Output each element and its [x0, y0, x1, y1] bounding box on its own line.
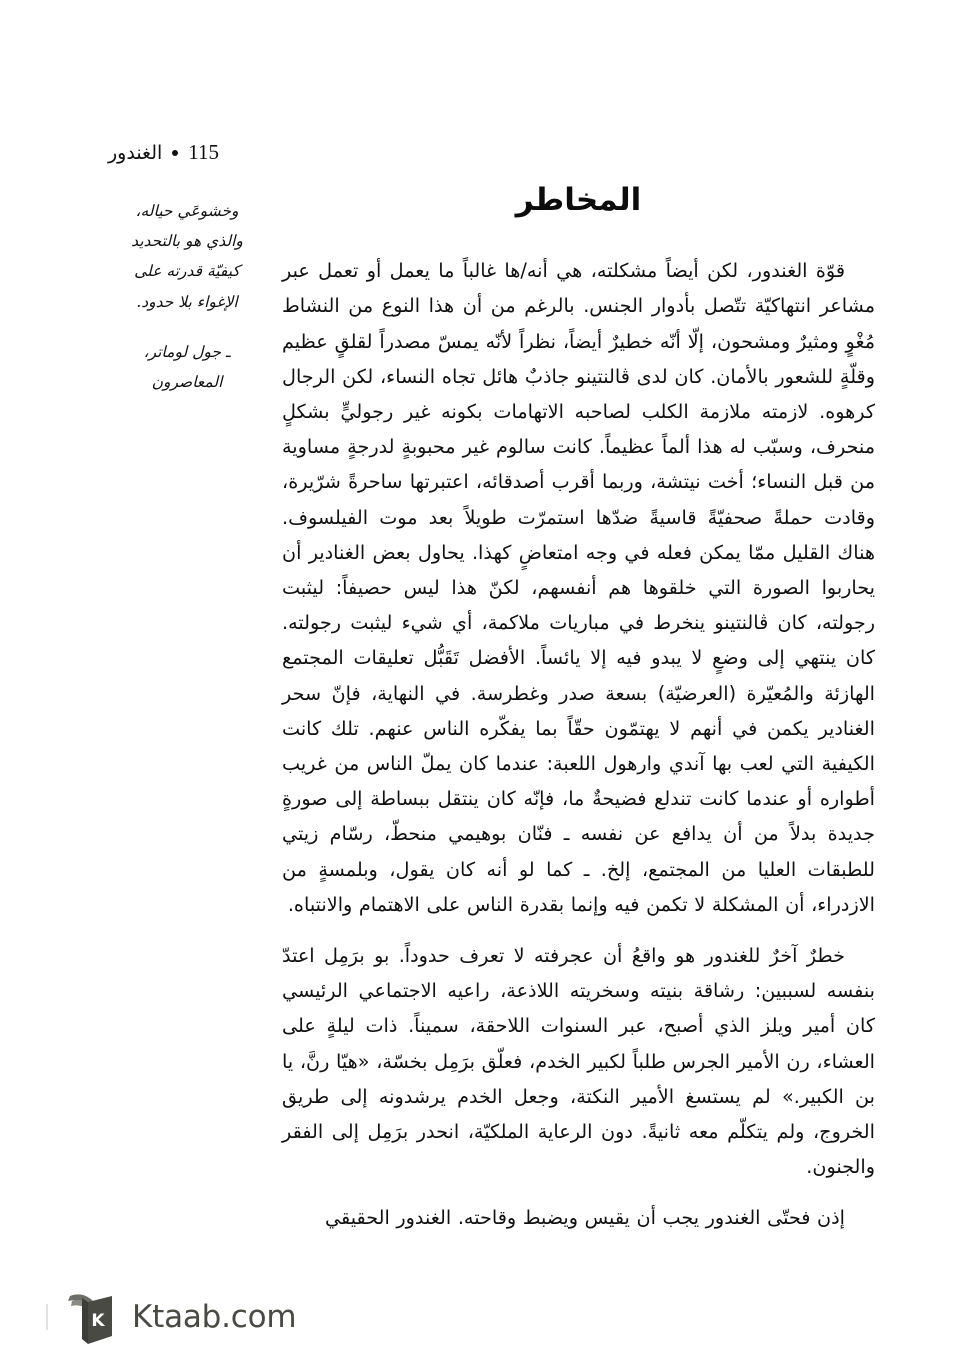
- watermark-label: Ktaab.com: [132, 1299, 297, 1335]
- marginal-pull-quote: [96, 196, 278, 397]
- quote-line: كيفيّة قدرته على: [134, 262, 240, 281]
- quote-line: الإغواء بلا حدود.: [136, 292, 238, 311]
- paragraph: إذن فحتّى الغندور يجب أن يقيس ويضبط وقاحته. الغندور الحقيقي: [325, 1206, 845, 1230]
- book-letter: K: [91, 1311, 105, 1331]
- quote-line: وخشوعَي حياله،: [135, 202, 239, 220]
- attribution-line: المعاصرون: [151, 373, 223, 392]
- paragraph: خطرٌ آخرٌ للغندور هو واقعُ أن عجرفته لا تعرف حدوداً. بو برَمِل اعتدّ بنفسه لسببين: رشاقة بنيته وسخريته اللاذعة، راعيه الاجتماعي الرئيسي كان أمير ويلز الذي أصبح، عبر السنوات اللاحقة، سميناً. ذات ليلةٍ على العشاء، رن الأمير الجرس طلباً لكبير الخدم، فعلّق برَمِل بخسّة، «هيّا رنَّ، يا بن الكبير.» لم يستسغ الأمير النكتة، وجعل الخدم يرشدونه إلى طريق الخروج، ولم يتكلّم معه ثانيةً. دون الرعاية الملكيّة، انحدر برَمِل إلى الفقر والجنون.: [282, 944, 875, 1179]
- quote-line: والذي هو بالتحديد: [131, 232, 243, 251]
- page-number: 115: [188, 140, 220, 164]
- bullet-dot-icon: [172, 150, 178, 156]
- quote-attribution: [96, 337, 278, 397]
- section-title: المخاطر: [515, 182, 642, 218]
- page-spine-mark: [46, 1304, 48, 1330]
- main-text-column: [282, 182, 875, 1236]
- body-text: [282, 253, 875, 1235]
- attribution-line: ـ جول لوماتر،: [143, 342, 231, 361]
- paragraph: قوّة الغندور، لكن أيضاً مشكلته، هي أنه/ها غالباً ما يعمل أو تعمل عبر مشاعر انتهاكيّة تتّصل بأدوار الجنس. بالرغم من أن هذا النوع من النشاط مُغْوٍ ومثيرٌ ومشحون، إلّا أنّه خطيرٌ أيضاً، نظراً لأنّه يمسّ مصدراً لقلقٍ عظيم وقلّةٍ للشعور بالأمان. كان لدى ڤالنتينو جاذبٌ هائل تجاه النساء، لكن الرجال كرهوه. لازمته ملازمة الكلب لصاحبه الاتهامات بكونه غير رجوليٍّ بشكلٍ منحرف، وسبّب له هذا ألماً عظيماً. كانت سالوم غير محبوبةٍ لدرجةٍ مساوية من قبل النساء؛ أخت نيتشة، وربما أقرب أصدقائه، اعتبرتها ساحرةً شرّيرة، وقادت حملةً صحفيّةً قاسيةً ضدّها استمرّت طويلاً بعد موت الفيلسوف. هناك القليل ممّا يمكن فعله في وجه امتعاضٍ كهذا. يحاول بعض الغنادير أن يحاربوا الصورة التي خلقوها هم أنفسهم، لكنّ هذا ليس حصيفاً: ليثبت رجولته، كان ڤالنتينو ينخرط في مباريات ملاكمة، أي شيء ليثبت رجولته. كان ينتهي إلى وضعٍ لا يبدو فيه إلا يائساً. الأفضل تَقَبُّل تعليقات المجتمع الهازئة والمُعيّرة (العرضيّة) بسعة صدر وغطرسة. في النهاية، فإنّ سحر الغنادير يكمن في أنهم لا يهتمّون حقّاً بما يفكّره الناس عنهم. تلك كانت الكيفية التي لعب بها آندي وارهول اللعبة: عندما كان يملّ الناس من غريب أطواره أو عندما كانت تندلع فضيحةٌ ما، فإنّه كان ينتقل ببساطة إلى صورةٍ جديدة بدلاً من أن يدافع عن نفسه ـ فنّان بوهيمي منحطّ، رسّام زيتي للطبقات العليا من المجتمع، إلخ. ـ كما لو أنه كان يقول، وبلمسةٍ من الازدراء، أن المشكلة لا تكمن فيه وإنما بقدرة الناس على الاهتمام والانتباه.: [282, 259, 875, 916]
- open-book-icon: [62, 1286, 120, 1348]
- site-watermark: [62, 1286, 296, 1348]
- running-head: [108, 140, 408, 165]
- running-head-title: الغندور: [108, 142, 163, 164]
